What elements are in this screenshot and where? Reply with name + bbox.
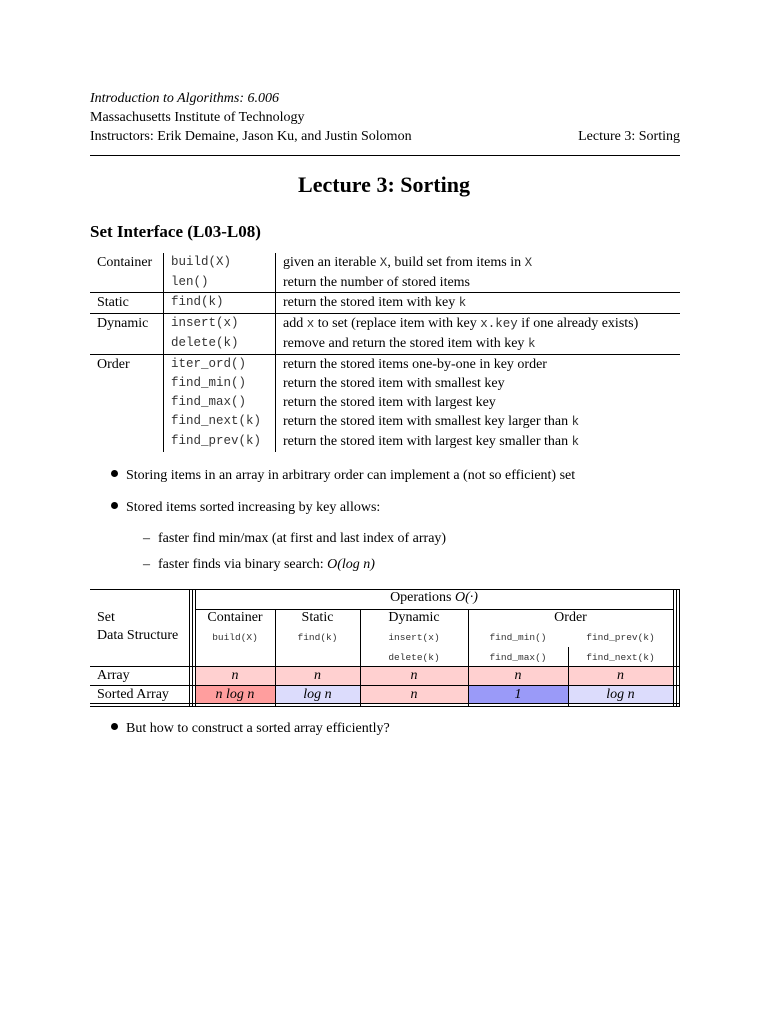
interface-description — [276, 412, 681, 432]
interface-description — [276, 393, 681, 412]
op-find: find(k) — [297, 632, 338, 643]
interface-row — [90, 314, 680, 335]
bullet-text: Stored items sorted increasing by key allows: — [126, 500, 381, 515]
data-structure-label: Data Structure — [97, 628, 179, 643]
bullet-icon — [111, 723, 118, 730]
interface-row — [90, 412, 680, 432]
description-text: return the stored items one-by-one in key order — [283, 357, 547, 372]
complexity-cell: n — [568, 667, 673, 685]
interface-operation: find(k) — [164, 293, 276, 314]
interface-description — [276, 293, 681, 314]
description-text: to set (replace item with key — [314, 316, 481, 331]
sub-bullet-text: faster finds via binary search: — [158, 557, 328, 572]
table-rule — [195, 589, 196, 707]
interface-category — [90, 432, 164, 452]
bullet-array-set — [111, 466, 575, 485]
interface-category — [90, 412, 164, 432]
complexity-cell: n — [468, 667, 568, 685]
inline-code: x.key — [480, 317, 518, 331]
operations-title-text: Operations — [390, 590, 455, 605]
inline-code: X — [379, 256, 388, 270]
table-rule — [90, 666, 680, 667]
complexity-cell: log n — [568, 686, 673, 703]
complexity-cell: n — [360, 686, 468, 703]
interface-operation: find_min() — [164, 374, 276, 393]
institution: Massachusetts Institute of Technology — [90, 110, 305, 125]
interface-description — [276, 253, 681, 273]
bullet-icon — [111, 470, 118, 477]
interface-category — [90, 393, 164, 412]
interface-category — [90, 334, 164, 355]
interface-operation: iter_ord() — [164, 355, 276, 375]
group-order: Order — [554, 610, 587, 625]
group-dynamic: Dynamic — [388, 610, 440, 625]
interface-description — [276, 273, 681, 293]
document-header — [90, 89, 680, 146]
op-find-next: find_next(k) — [586, 652, 655, 663]
header-rule — [90, 155, 680, 156]
interface-operation: find_next(k) — [164, 412, 276, 432]
interface-row — [90, 293, 680, 314]
sub-bullet-binary-search: – faster finds via binary search: O(log n) — [143, 557, 375, 572]
page-title: Lecture 3: Sorting — [298, 172, 470, 197]
complexity-cell: n — [275, 667, 360, 685]
interface-description — [276, 355, 681, 375]
bullet-text: But how to construct a sorted array efficiently? — [126, 721, 390, 736]
table-rule — [192, 589, 193, 707]
op-find-min: find_min() — [489, 632, 547, 643]
interface-category — [90, 273, 164, 293]
bullet-sorted-items — [111, 498, 380, 517]
group-container: Container — [207, 610, 263, 625]
inline-code: k — [458, 296, 467, 310]
section-heading: Set Interface (L03-L08) — [90, 222, 261, 241]
bullet-text: Storing items in an array in arbitrary order can implement a (not so efficient) set — [126, 468, 576, 483]
complexity-cell: log n — [275, 686, 360, 703]
complexity-table — [90, 589, 680, 707]
operations-title — [195, 590, 673, 606]
interface-operation: len() — [164, 273, 276, 293]
description-text: return the number of stored items — [283, 275, 471, 290]
table-rule — [90, 703, 680, 704]
interface-operation: insert(x) — [164, 314, 276, 335]
interface-category: Dynamic — [90, 314, 164, 335]
interface-category: Order — [90, 355, 164, 375]
inline-code: k — [571, 415, 580, 429]
description-text: given an iterable — [283, 255, 380, 270]
inline-code: x — [306, 317, 315, 331]
description-text: return the stored item with smallest key larger than — [283, 414, 572, 429]
set-interface-table — [90, 253, 680, 452]
table-rule — [189, 589, 190, 707]
table-rule — [673, 589, 674, 707]
interface-row — [90, 355, 680, 375]
op-find-prev: find_prev(k) — [586, 632, 655, 643]
table-rule — [90, 706, 680, 707]
interface-row — [90, 393, 680, 412]
operations-title-math: O(·) — [455, 590, 478, 605]
group-static: Static — [301, 610, 334, 625]
complexity-cell: n — [195, 667, 275, 685]
interface-operation: build(X) — [164, 253, 276, 273]
interface-description — [276, 432, 681, 452]
op-build: build(X) — [212, 632, 258, 643]
interface-operation: delete(k) — [164, 334, 276, 355]
description-text: if one already exists) — [517, 316, 639, 331]
instructors: Instructors: Erik Demaine, Jason Ku, and Justin Solomon — [90, 129, 412, 144]
sub-bullet-text: faster find min/max (at first and last index of array) — [158, 531, 447, 546]
complexity-cell: 1 — [468, 686, 568, 703]
description-text: return the stored item with largest key — [283, 395, 496, 410]
complexity-cell: n — [360, 667, 468, 685]
header-row — [90, 127, 680, 146]
interface-description — [276, 374, 681, 393]
bullet-icon — [111, 502, 118, 509]
interface-description — [276, 334, 681, 355]
interface-row — [90, 432, 680, 452]
row-label: Array — [97, 668, 130, 683]
op-find-max: find_max() — [489, 652, 547, 663]
description-text: add — [283, 316, 307, 331]
math-expression: O(log n) — [327, 557, 375, 572]
interface-category: Static — [90, 293, 164, 314]
interface-category — [90, 374, 164, 393]
interface-row — [90, 253, 680, 273]
op-insert: insert(x) — [388, 632, 440, 643]
description-text: remove and return the stored item with key — [283, 336, 528, 351]
row-label: Sorted Array — [97, 687, 169, 702]
bullet-construct-sorted — [111, 719, 390, 738]
interface-operation: find_prev(k) — [164, 432, 276, 452]
description-text: return the stored item with smallest key — [283, 376, 505, 391]
inline-code: k — [527, 337, 536, 351]
description-text: return the stored item with key — [283, 295, 459, 310]
table-rule — [679, 589, 680, 707]
op-delete: delete(k) — [388, 652, 440, 663]
interface-row — [90, 273, 680, 293]
interface-operation: find_max() — [164, 393, 276, 412]
table-rule — [676, 589, 677, 707]
table-rule — [90, 685, 680, 686]
lecture-label: Lecture 3: Sorting — [578, 129, 680, 144]
complexity-cell: n log n — [195, 686, 275, 703]
interface-row — [90, 374, 680, 393]
description-text: return the stored item with largest key smaller than — [283, 434, 572, 449]
inline-code: X — [524, 256, 533, 270]
sub-bullet-find-minmax: – faster find min/max (at first and last index of array) — [143, 531, 447, 546]
interface-category: Container — [97, 255, 153, 270]
interface-description — [276, 314, 681, 335]
course-title: Introduction to Algorithms: 6.006 — [90, 91, 279, 106]
description-text: , build set from items in — [387, 255, 525, 270]
set-label: Set — [97, 610, 115, 625]
inline-code: k — [571, 435, 580, 449]
interface-row — [90, 334, 680, 355]
